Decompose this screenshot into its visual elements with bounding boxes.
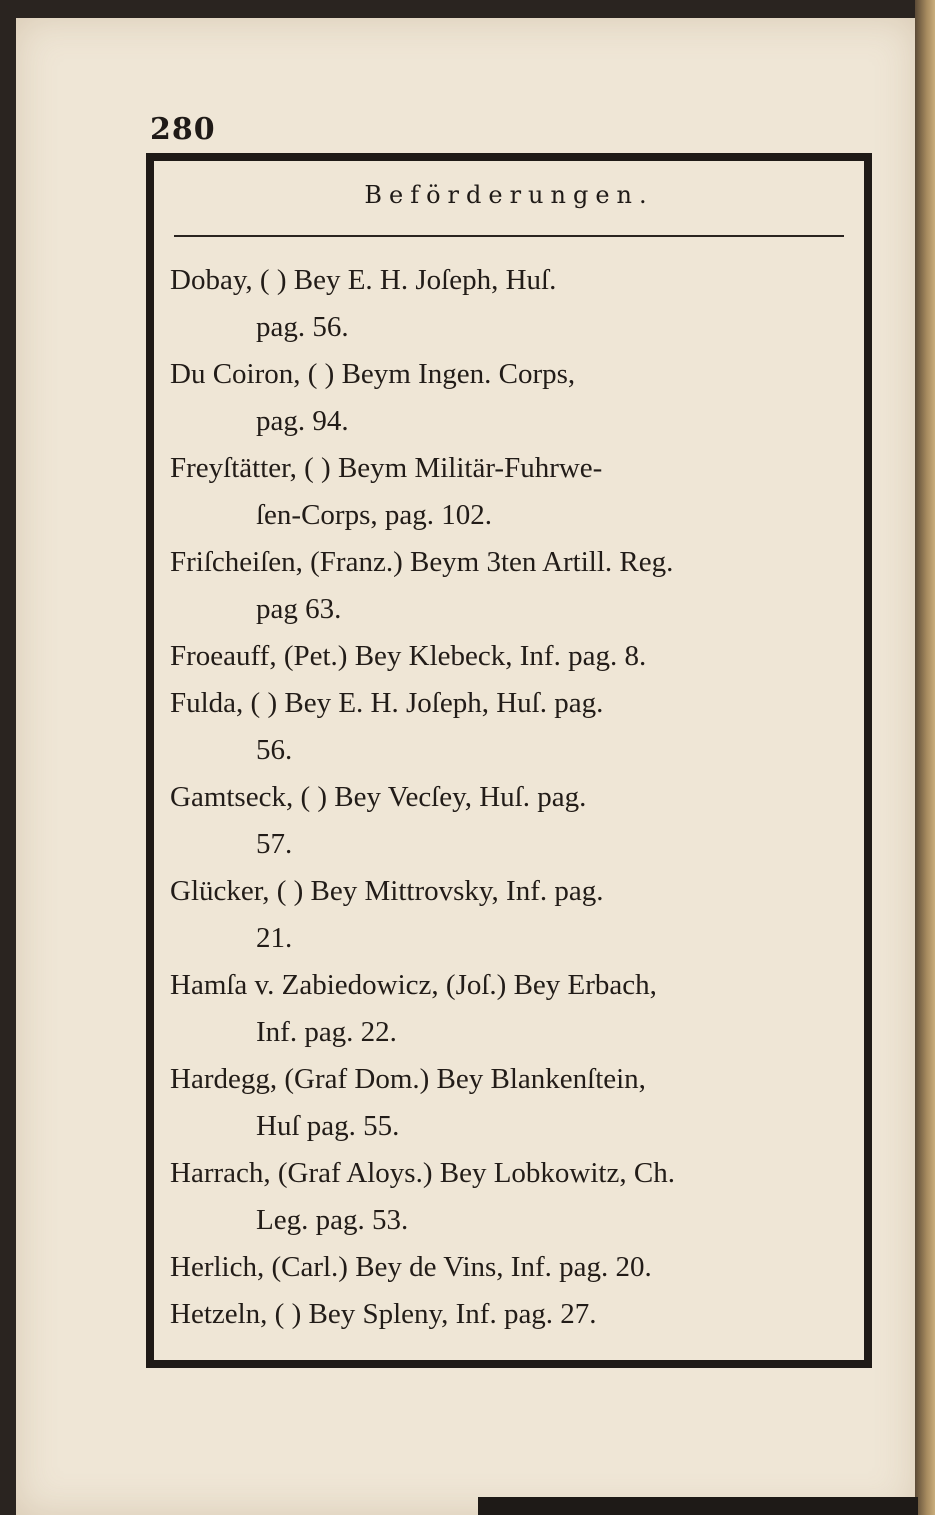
list-item [170, 1291, 850, 1338]
entry-line1: Herlich, (Carl.) Bey de Vins, Inf. pag. 20. [170, 1251, 652, 1283]
list-item [170, 868, 850, 962]
entry-line2: pag 63. [256, 593, 342, 625]
entry-line1: Gamtseck, ( ) Bey Vecſey, Huſ. pag. [170, 781, 587, 813]
list-item [170, 962, 850, 1056]
entry-line2: Leg. pag. 53. [256, 1204, 409, 1236]
list-item [170, 633, 850, 680]
entry-line1: Dobay, ( ) Bey E. H. Joſeph, Huſ. [170, 264, 557, 296]
entry-line2: pag. 56. [256, 311, 349, 343]
page-number: 280 [150, 112, 216, 147]
list-item [170, 351, 850, 445]
entry-line1: Du Coiron, ( ) Beym Ingen. Corps, [170, 358, 576, 390]
entry-line1: Glücker, ( ) Bey Mittrovsky, Inf. pag. [170, 875, 604, 907]
content-frame [146, 153, 872, 1368]
list-item [170, 1244, 850, 1291]
entry-line2: Inf. pag. 22. [256, 1016, 397, 1048]
list-item [170, 257, 850, 351]
list-item [170, 1150, 850, 1244]
entry-list [170, 257, 850, 1338]
list-item [170, 1056, 850, 1150]
entry-line1: Fulda, ( ) Bey E. H. Joſeph, Huſ. pag. [170, 687, 604, 719]
entry-line1: Freyſtätter, ( ) Beym Militär-Fuhrwe- [170, 452, 603, 484]
entry-line1: Froeauff, (Pet.) Bey Klebeck, Inf. pag. 8. [170, 640, 647, 672]
entry-line2: ſen-Corps, pag. 102. [256, 499, 492, 531]
entry-line1: Friſcheiſen, (Franz.) Beym 3ten Artill. Reg. [170, 546, 674, 578]
entry-line2: 56. [256, 734, 293, 766]
entry-line2: 21. [256, 922, 293, 954]
list-item [170, 445, 850, 539]
entry-line1: Harrach, (Graf Aloys.) Bey Lobkowitz, Ch. [170, 1157, 675, 1189]
book-spine-edge [915, 0, 935, 1515]
entry-line1: Hetzeln, ( ) Bey Spleny, Inf. pag. 27. [170, 1298, 597, 1330]
page-bottom-shadow [478, 1497, 918, 1515]
heading-divider [174, 235, 844, 237]
entry-line2: Huſ pag. 55. [256, 1110, 400, 1142]
section-heading: Beförderungen. [364, 181, 654, 209]
list-item [170, 539, 850, 633]
list-item [170, 774, 850, 868]
entry-line2: 57. [256, 828, 293, 860]
entry-line1: Hamſa v. Zabiedowicz, (Joſ.) Bey Erbach, [170, 969, 657, 1001]
entry-line1: Hardegg, (Graf Dom.) Bey Blankenſtein, [170, 1063, 646, 1095]
entry-line2: pag. 94. [256, 405, 349, 437]
list-item [170, 680, 850, 774]
